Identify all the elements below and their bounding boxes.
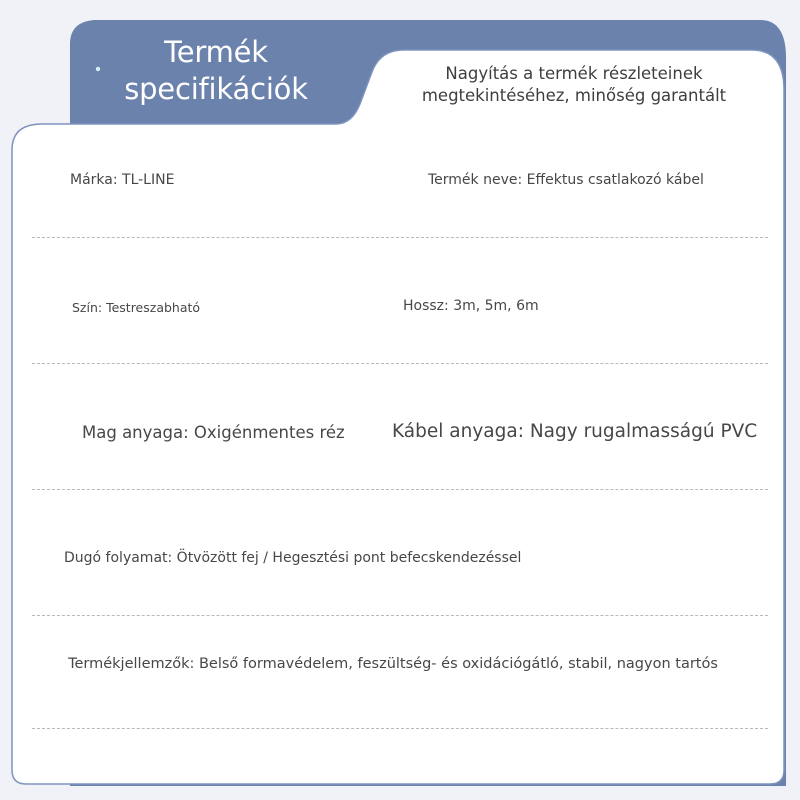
page-subtitle: Nagyítás a termék részleteinek megtekintéséhez, minőség garantált [421, 64, 727, 105]
row-divider [32, 363, 768, 364]
row-divider [32, 489, 768, 490]
row-divider [32, 237, 768, 238]
row-divider [32, 728, 768, 729]
spec-brand: Márka: TL-LINE [70, 172, 175, 188]
spec-plug-process: Dugó folyamat: Ötvözött fej / Hegesztési pont befecskendezéssel [64, 550, 522, 566]
row-divider [32, 615, 768, 616]
spec-color: Szín: Testreszabható [72, 300, 201, 315]
spec-features: Termékjellemzők: Belső formavédelem, feszültség- és oxidációgátló, stabil, nagyon tartós [68, 656, 718, 672]
spec-core-material: Mag anyaga: Oxigénmentes réz [82, 423, 345, 442]
spec-length: Hossz: 3m, 5m, 6m [403, 298, 539, 314]
spec-cable-material: Kábel anyaga: Nagy rugalmasságú PVC [392, 421, 758, 442]
spec-product-name: Termék neve: Effektus csatlakozó kábel [428, 172, 704, 188]
page-title: Termék specifikációk [124, 35, 308, 106]
